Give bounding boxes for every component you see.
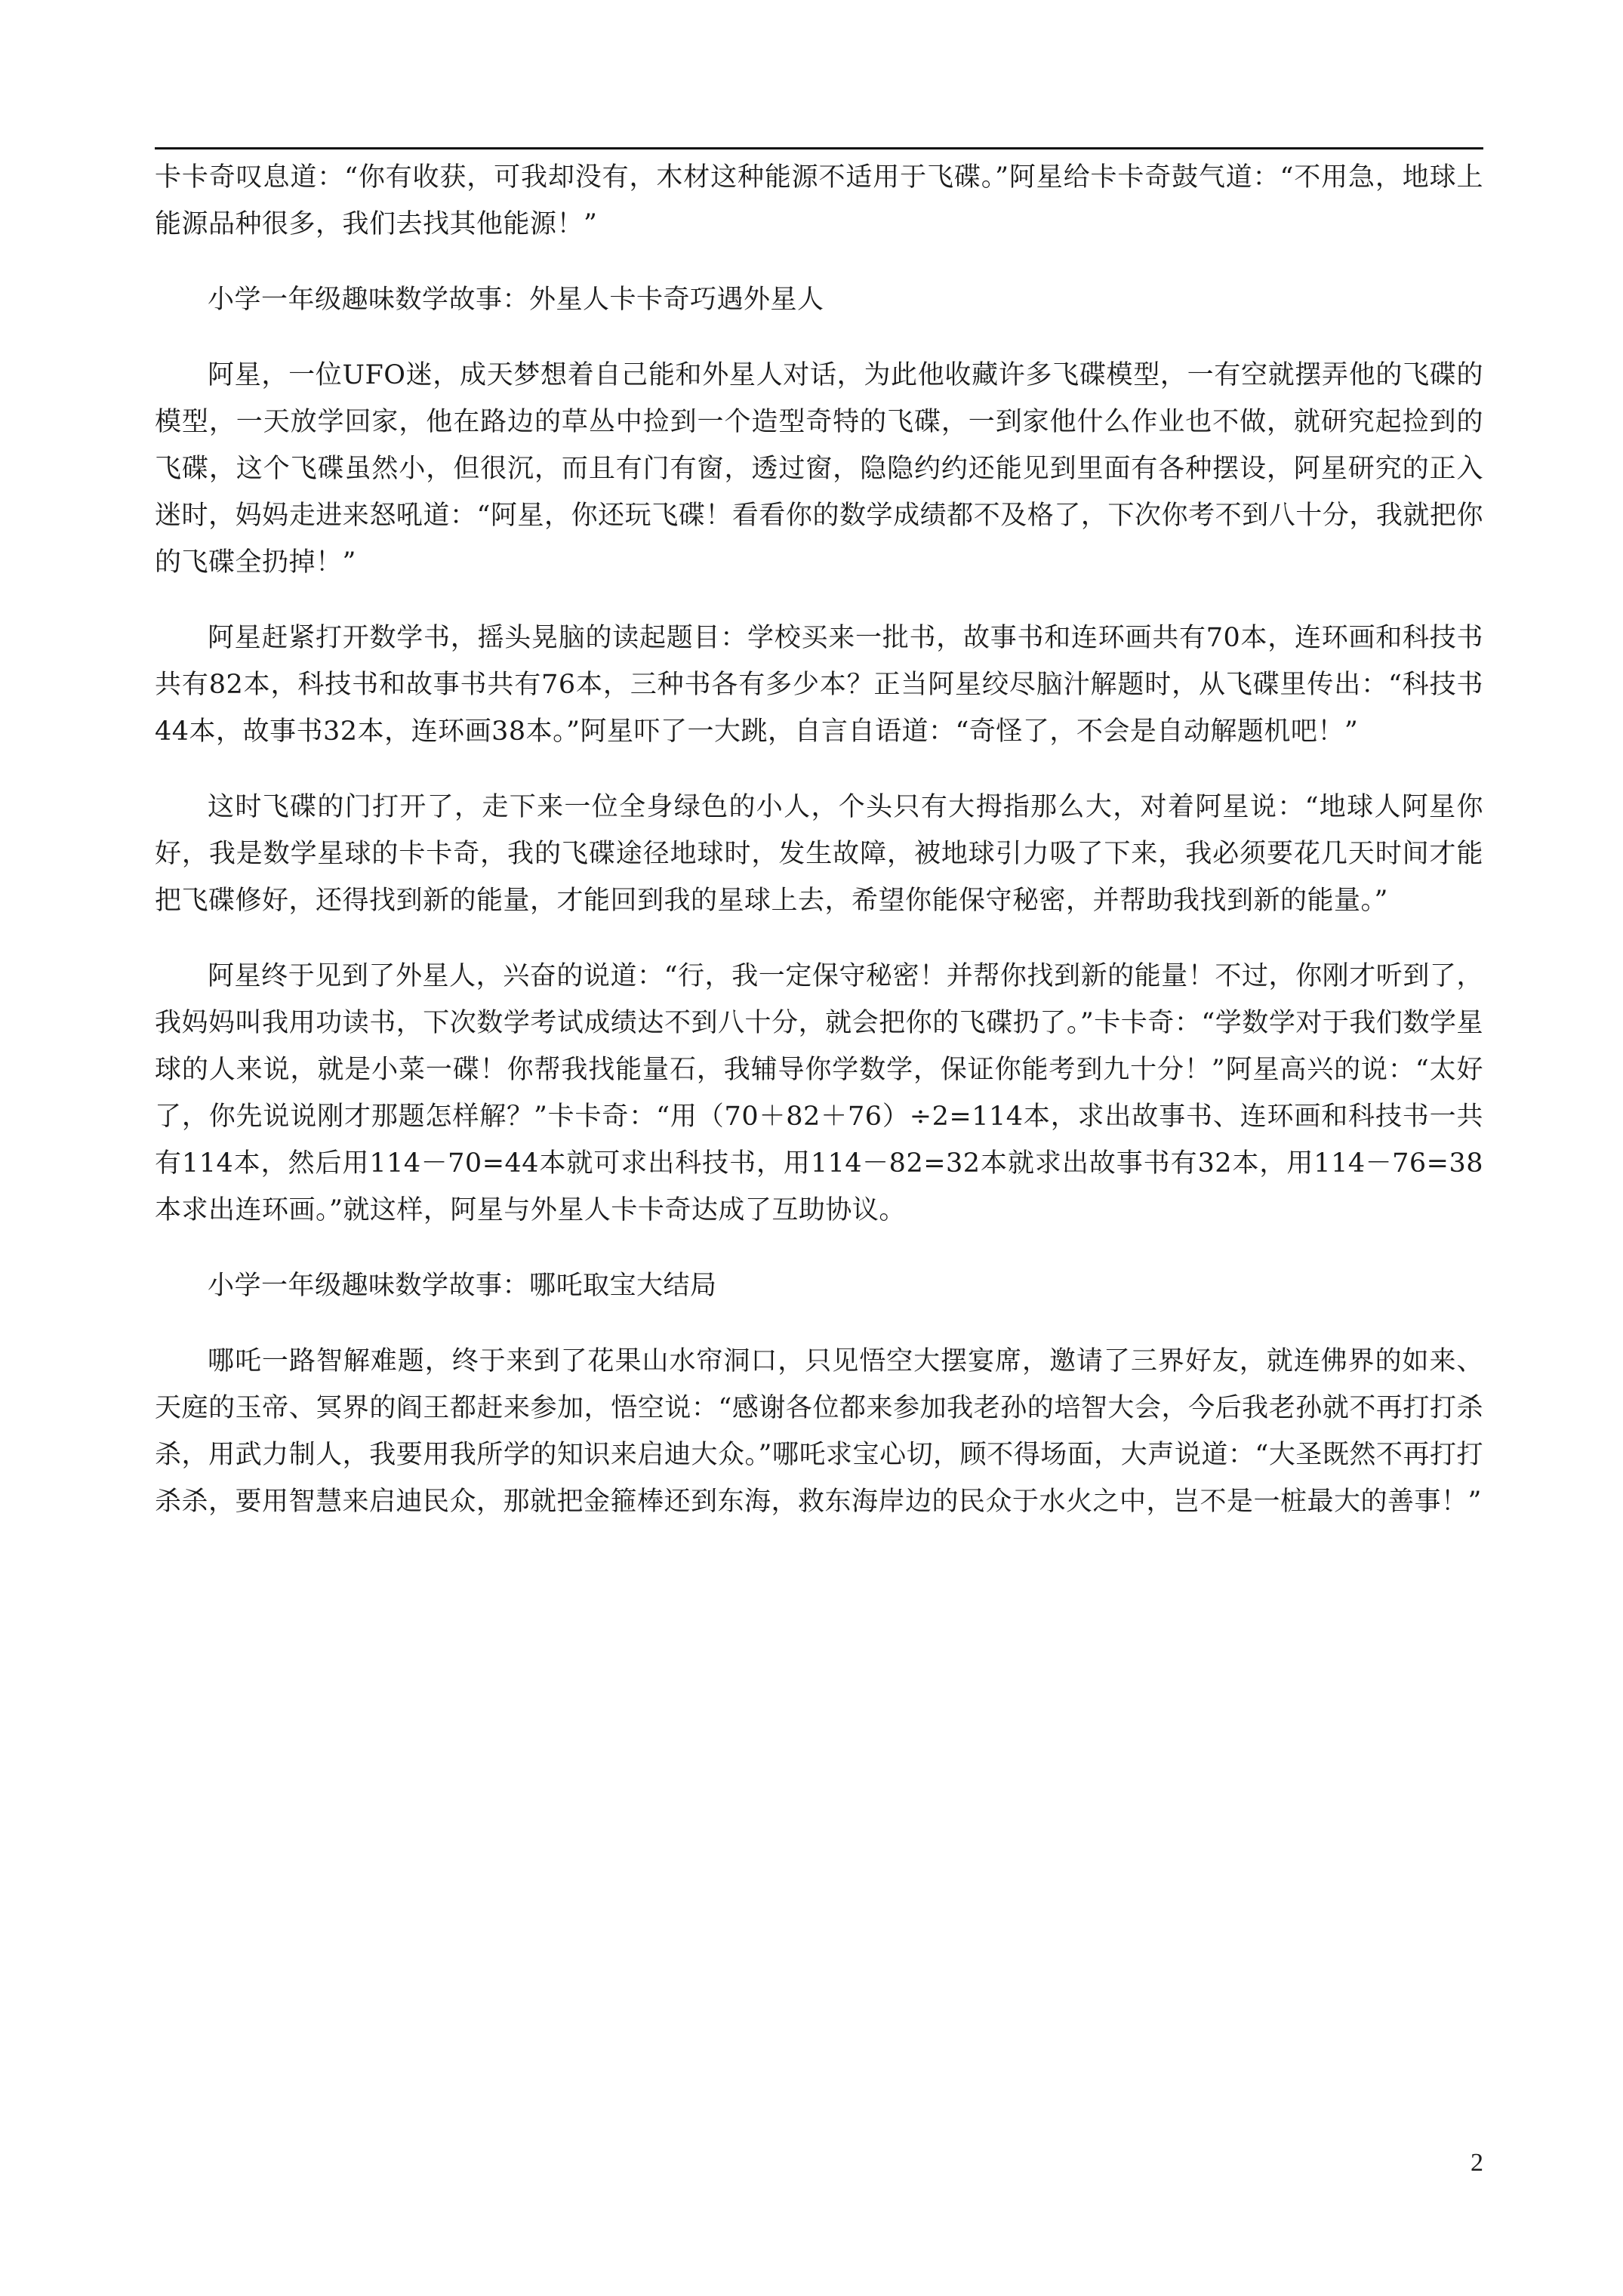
header-rule [155, 147, 1483, 149]
story-heading-alien: 小学一年级趣味数学故事：外星人卡卡奇巧遇外星人 [208, 285, 824, 315]
paragraph-math-problem: 阿星赶紧打开数学书，摇头晃脑的读起题目：学校买来一批书，故事书和连环画共有70本，连环画和科技书共有82本，科技书和故事书共有76本，三种书各有多少本？正当阿星绞尽脑汁解题时，从飞碟里传出：“科技书44本，故事书32本，连环画38本。”阿星吓了一大跳，自言自语道：“奇怪了，不会是自动解题机吧！” [155, 623, 1483, 747]
page-number: 2 [1471, 2149, 1483, 2177]
story-heading-nezha: 小学一年级趣味数学故事：哪吒取宝大结局 [208, 1271, 717, 1301]
document-body [155, 154, 1483, 1554]
paragraph-nezha: 哪吒一路智解难题，终于来到了花果山水帘洞口，只见悟空大摆宴席，邀请了三界好友，就连佛界的如来、天庭的玉帝、冥界的阎王都赶来参加，悟空说：“感谢各位都来参加我老孙的培智大会，今后我老孙就不再打打杀杀，用武力制人，我要用我所学的知识来启迪大众。”哪吒求宝心切，顾不得场面，大声说道：“大圣既然不再打打杀杀，要用智慧来启迪民众，那就把金箍棒还到东海，救东海岸边的民众于水火之中，岂不是一桩最大的善事！” [155, 1346, 1483, 1517]
paragraph-continuation: 卡卡奇叹息道：“你有收获，可我却没有，木材这种能源不适用于飞碟。”阿星给卡卡奇鼓气道：“不用急，地球上能源品种很多，我们去找其他能源！” [155, 162, 1483, 239]
paragraph-agreement: 阿星终于见到了外星人，兴奋的说道：“行，我一定保守秘密！并帮你找到新的能量！不过，你刚才听到了，我妈妈叫我用功读书，下次数学考试成绩达不到八十分，就会把你的飞碟扔了。”卡卡奇：“学数学对于我们数学星球的人来说，就是小菜一碟！你帮我找能量石，我辅导你学数学，保证你能考到九十分！”阿星高兴的说：“太好了，你先说说刚才那题怎样解？”卡卡奇：“用（70＋82＋76）÷2=114本，求出故事书、连环画和科技书一共有114本，然后用114－70=44本就可求出科技书，用114－82=32本就求出故事书有32本，用114－76=38本求出连环画。”就这样，阿星与外星人卡卡奇达成了互助协议。 [155, 961, 1483, 1225]
paragraph-ufo-fan: 阿星，一位UFO迷，成天梦想着自己能和外星人对话，为此他收藏许多飞碟模型，一有空就摆弄他的飞碟的模型，一天放学回家，他在路边的草丛中捡到一个造型奇特的飞碟，一到家他什么作业也不做，就研究起捡到的飞碟，这个飞碟虽然小，但很沉，而且有门有窗，透过窗，隐隐约约还能见到里面有各种摆设，阿星研究的正入迷时，妈妈走进来怒吼道：“阿星，你还玩飞碟！看看你的数学成绩都不及格了，下次你考不到八十分，我就把你的飞碟全扔掉！” [155, 360, 1483, 578]
paragraph-alien-appears: 这时飞碟的门打开了，走下来一位全身绿色的小人，个头只有大拇指那么大，对着阿星说：“地球人阿星你好，我是数学星球的卡卡奇，我的飞碟途径地球时，发生故障，被地球引力吸了下来，我必须要花几天时间才能把飞碟修好，还得找到新的能量，才能回到我的星球上去，希望你能保守秘密，并帮助我找到新的能量。” [155, 792, 1483, 916]
